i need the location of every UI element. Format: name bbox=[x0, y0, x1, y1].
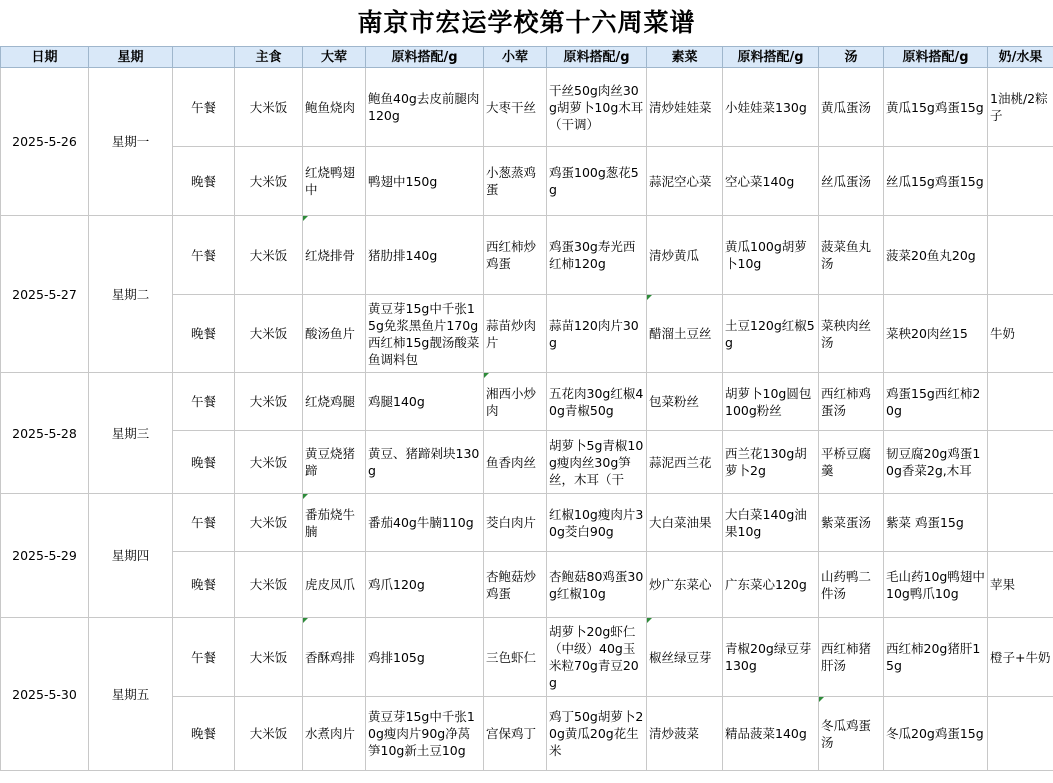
table-row bbox=[1, 618, 1053, 697]
date-cell: 2025-5-30 bbox=[1, 618, 89, 771]
header-small-meat: 小荤 bbox=[484, 47, 547, 68]
meal-cell: 晚餐 bbox=[173, 552, 235, 618]
milk-fruit-cell: 1油桃/2粽子 bbox=[988, 68, 1053, 147]
header-big-meat-ingredients: 原料搭配/g bbox=[366, 47, 484, 68]
header-staple: 主食 bbox=[235, 47, 303, 68]
milk-fruit-cell: 苹果 bbox=[988, 552, 1053, 618]
staple-cell: 大米饭 bbox=[235, 494, 303, 552]
meal-cell: 午餐 bbox=[173, 373, 235, 431]
milk-fruit-cell bbox=[988, 216, 1053, 295]
small-meat-ingredients-text: 胡萝卜20g虾仁（中级）40g玉米粒70g青豆20g bbox=[549, 624, 639, 690]
big-meat-cell: 鲍鱼烧肉 bbox=[303, 68, 366, 147]
soup-cell: 山药鸭二件汤 bbox=[819, 552, 884, 618]
vegetable-cell: 清炒娃娃菜 bbox=[647, 68, 723, 147]
milk-fruit-cell bbox=[988, 494, 1053, 552]
weekday-cell: 星期五 bbox=[89, 618, 173, 771]
date-cell: 2025-5-29 bbox=[1, 494, 89, 618]
soup-ingredients-cell: 毛山药10g鸭翅中10g鸭爪10g bbox=[884, 552, 988, 618]
big-meat-ingredients-cell: 鸡爪120g bbox=[366, 552, 484, 618]
small-meat-ingredients-cell bbox=[547, 431, 647, 494]
staple-cell: 大米饭 bbox=[235, 68, 303, 147]
big-meat-ingredients-cell: 黄豆、猪蹄剁块130g bbox=[366, 431, 484, 494]
meal-cell: 晚餐 bbox=[173, 295, 235, 373]
small-meat-cell: 茭白肉片 bbox=[484, 494, 547, 552]
small-meat-ingredients-cell: 五花肉30g红椒40g青椒50g bbox=[547, 373, 647, 431]
soup-cell: 菜秧肉丝汤 bbox=[819, 295, 884, 373]
big-meat-ingredients-text: 黄豆芽15g中千张10g瘦肉片90g净莴笋10g新土豆10g bbox=[368, 709, 475, 758]
vegetable-ingredients-cell: 精品菠菜140g bbox=[723, 697, 819, 771]
soup-cell: 西红柿鸡蛋汤 bbox=[819, 373, 884, 431]
big-meat-cell: 红烧鸭翅中 bbox=[303, 147, 366, 216]
small-meat-ingredients-cell: 鸡丁50g胡萝卜20g黄瓜20g花生米 bbox=[547, 697, 647, 771]
vegetable-ingredients-cell: 空心菜140g bbox=[723, 147, 819, 216]
table-row bbox=[1, 68, 1053, 147]
small-meat-cell: 杏鲍菇炒鸡蛋 bbox=[484, 552, 547, 618]
small-meat-ingredients-cell: 杏鲍菇80鸡蛋30g红椒10g bbox=[547, 552, 647, 618]
big-meat-cell: 香酥鸡排 bbox=[303, 618, 366, 697]
header-vegetable-ingredients: 原料搭配/g bbox=[723, 47, 819, 68]
meal-cell: 晚餐 bbox=[173, 431, 235, 494]
vegetable-cell: 蒜泥空心菜 bbox=[647, 147, 723, 216]
header-big-meat: 大荤 bbox=[303, 47, 366, 68]
soup-ingredients-cell: 紫菜 鸡蛋15g bbox=[884, 494, 988, 552]
small-meat-ingredients-cell: 鸡蛋30g寿光西红柿120g bbox=[547, 216, 647, 295]
header-vegetable: 素菜 bbox=[647, 47, 723, 68]
header-soup-ingredients: 原料搭配/g bbox=[884, 47, 988, 68]
milk-fruit-cell bbox=[988, 431, 1053, 494]
staple-cell: 大米饭 bbox=[235, 697, 303, 771]
vegetable-ingredients-cell: 青椒20g绿豆芽130g bbox=[723, 618, 819, 697]
big-meat-ingredients-text: 黄豆芽15g中千张15g免浆黑鱼片170g西红柿15g靓汤酸菜鱼调料包 bbox=[368, 300, 480, 367]
meal-cell: 午餐 bbox=[173, 618, 235, 697]
vegetable-cell: 炒广东菜心 bbox=[647, 552, 723, 618]
big-meat-ingredients-cell: 猪肋排140g bbox=[366, 216, 484, 295]
staple-cell: 大米饭 bbox=[235, 373, 303, 431]
table-row bbox=[1, 373, 1053, 431]
big-meat-cell: 黄豆烧猪蹄 bbox=[303, 431, 366, 494]
small-meat-cell: 三色虾仁 bbox=[484, 618, 547, 697]
header-meal bbox=[173, 47, 235, 68]
milk-fruit-cell bbox=[988, 147, 1053, 216]
milk-fruit-cell: 橙子+牛奶 bbox=[988, 618, 1053, 697]
weekday-cell: 星期一 bbox=[89, 68, 173, 216]
small-meat-ingredients-cell: 蒜苗120肉片30g bbox=[547, 295, 647, 373]
big-meat-ingredients-cell: 鸡排105g bbox=[366, 618, 484, 697]
soup-cell: 丝瓜蛋汤 bbox=[819, 147, 884, 216]
soup-cell: 西红柿猪肝汤 bbox=[819, 618, 884, 697]
big-meat-cell: 水煮肉片 bbox=[303, 697, 366, 771]
small-meat-cell: 湘西小炒肉 bbox=[484, 373, 547, 431]
header-milk-fruit: 奶/水果 bbox=[988, 47, 1053, 68]
small-meat-ingredients-cell: 干丝50g肉丝30g胡萝卜10g木耳（干调） bbox=[547, 68, 647, 147]
header-small-meat-ingredients: 原料搭配/g bbox=[547, 47, 647, 68]
big-meat-ingredients-cell: 鸡腿140g bbox=[366, 373, 484, 431]
soup-ingredients-cell: 黄瓜15g鸡蛋15g bbox=[884, 68, 988, 147]
small-meat-cell: 鱼香肉丝 bbox=[484, 431, 547, 494]
small-meat-ingredients-cell: 红椒10g瘦肉片30g茭白90g bbox=[547, 494, 647, 552]
big-meat-cell: 番茄烧牛腩 bbox=[303, 494, 366, 552]
soup-cell: 黄瓜蛋汤 bbox=[819, 68, 884, 147]
vegetable-cell: 清炒黄瓜 bbox=[647, 216, 723, 295]
meal-cell: 午餐 bbox=[173, 68, 235, 147]
meal-cell: 晚餐 bbox=[173, 147, 235, 216]
date-cell: 2025-5-26 bbox=[1, 68, 89, 216]
weekday-cell: 星期四 bbox=[89, 494, 173, 618]
meal-cell: 午餐 bbox=[173, 216, 235, 295]
weekday-cell: 星期三 bbox=[89, 373, 173, 494]
small-meat-ingredients-text: 胡萝卜5g青椒10g瘦肉丝30g笋丝，木耳（干 bbox=[549, 437, 644, 487]
small-meat-cell: 宫保鸡丁 bbox=[484, 697, 547, 771]
menu-table bbox=[0, 46, 1053, 771]
vegetable-ingredients-cell: 广东菜心120g bbox=[723, 552, 819, 618]
header-weekday: 星期 bbox=[89, 47, 173, 68]
big-meat-ingredients-cell: 鸭翅中150g bbox=[366, 147, 484, 216]
meal-cell: 晚餐 bbox=[173, 697, 235, 771]
menu-title: 南京市宏运学校第十六周菜谱 bbox=[357, 8, 696, 37]
soup-ingredients-cell: 菠菜20鱼丸20g bbox=[884, 216, 988, 295]
milk-fruit-cell bbox=[988, 373, 1053, 431]
staple-cell: 大米饭 bbox=[235, 552, 303, 618]
date-cell: 2025-5-28 bbox=[1, 373, 89, 494]
milk-fruit-cell: 牛奶 bbox=[988, 295, 1053, 373]
soup-ingredients-cell: 冬瓜20g鸡蛋15g bbox=[884, 697, 988, 771]
big-meat-cell: 红烧鸡腿 bbox=[303, 373, 366, 431]
big-meat-cell: 酸汤鱼片 bbox=[303, 295, 366, 373]
big-meat-cell: 红烧排骨 bbox=[303, 216, 366, 295]
soup-cell: 平桥豆腐羹 bbox=[819, 431, 884, 494]
small-meat-ingredients-cell bbox=[547, 618, 647, 697]
vegetable-ingredients-cell: 西兰花130g胡萝卜2g bbox=[723, 431, 819, 494]
soup-cell: 冬瓜鸡蛋汤 bbox=[819, 697, 884, 771]
staple-cell: 大米饭 bbox=[235, 147, 303, 216]
vegetable-cell: 椒丝绿豆芽 bbox=[647, 618, 723, 697]
small-meat-ingredients-cell: 鸡蛋100g葱花5g bbox=[547, 147, 647, 216]
vegetable-cell: 大白菜油果 bbox=[647, 494, 723, 552]
soup-ingredients-cell: 韧豆腐20g鸡蛋10g香菜2g,木耳 bbox=[884, 431, 988, 494]
date-cell: 2025-5-27 bbox=[1, 216, 89, 373]
vegetable-cell: 清炒菠菜 bbox=[647, 697, 723, 771]
staple-cell: 大米饭 bbox=[235, 295, 303, 373]
soup-ingredients-cell: 丝瓜15g鸡蛋15g bbox=[884, 147, 988, 216]
vegetable-cell: 包菜粉丝 bbox=[647, 373, 723, 431]
vegetable-ingredients-cell: 黄瓜100g胡萝卜10g bbox=[723, 216, 819, 295]
header-soup: 汤 bbox=[819, 47, 884, 68]
small-meat-cell: 小葱蒸鸡蛋 bbox=[484, 147, 547, 216]
big-meat-cell: 虎皮凤爪 bbox=[303, 552, 366, 618]
meal-cell: 午餐 bbox=[173, 494, 235, 552]
vegetable-cell: 醋溜土豆丝 bbox=[647, 295, 723, 373]
staple-cell: 大米饭 bbox=[235, 618, 303, 697]
vegetable-cell: 蒜泥西兰花 bbox=[647, 431, 723, 494]
soup-ingredients-cell: 菜秧20肉丝15 bbox=[884, 295, 988, 373]
soup-cell: 紫菜蛋汤 bbox=[819, 494, 884, 552]
staple-cell: 大米饭 bbox=[235, 216, 303, 295]
big-meat-ingredients-cell bbox=[366, 295, 484, 373]
vegetable-ingredients-cell: 胡萝卜10g圆包100g粉丝 bbox=[723, 373, 819, 431]
soup-cell: 菠菜鱼丸汤 bbox=[819, 216, 884, 295]
milk-fruit-cell bbox=[988, 697, 1053, 771]
vegetable-ingredients-cell: 大白菜140g油果10g bbox=[723, 494, 819, 552]
big-meat-ingredients-cell: 鲍鱼40g去皮前腿肉120g bbox=[366, 68, 484, 147]
weekday-cell: 星期二 bbox=[89, 216, 173, 373]
header-date: 日期 bbox=[1, 47, 89, 68]
table-row bbox=[1, 494, 1053, 552]
soup-ingredients-cell: 西红柿20g猪肝15g bbox=[884, 618, 988, 697]
table-row bbox=[1, 216, 1053, 295]
big-meat-ingredients-cell bbox=[366, 697, 484, 771]
small-meat-cell: 蒜苗炒肉片 bbox=[484, 295, 547, 373]
vegetable-ingredients-cell: 土豆120g红椒5g bbox=[723, 295, 819, 373]
small-meat-cell: 西红柿炒鸡蛋 bbox=[484, 216, 547, 295]
header-row bbox=[1, 47, 1053, 68]
vegetable-ingredients-cell: 小娃娃菜130g bbox=[723, 68, 819, 147]
soup-ingredients-cell: 鸡蛋15g西红柿20g bbox=[884, 373, 988, 431]
staple-cell: 大米饭 bbox=[235, 431, 303, 494]
small-meat-cell: 大枣干丝 bbox=[484, 68, 547, 147]
big-meat-ingredients-cell: 番茄40g牛腩110g bbox=[366, 494, 484, 552]
